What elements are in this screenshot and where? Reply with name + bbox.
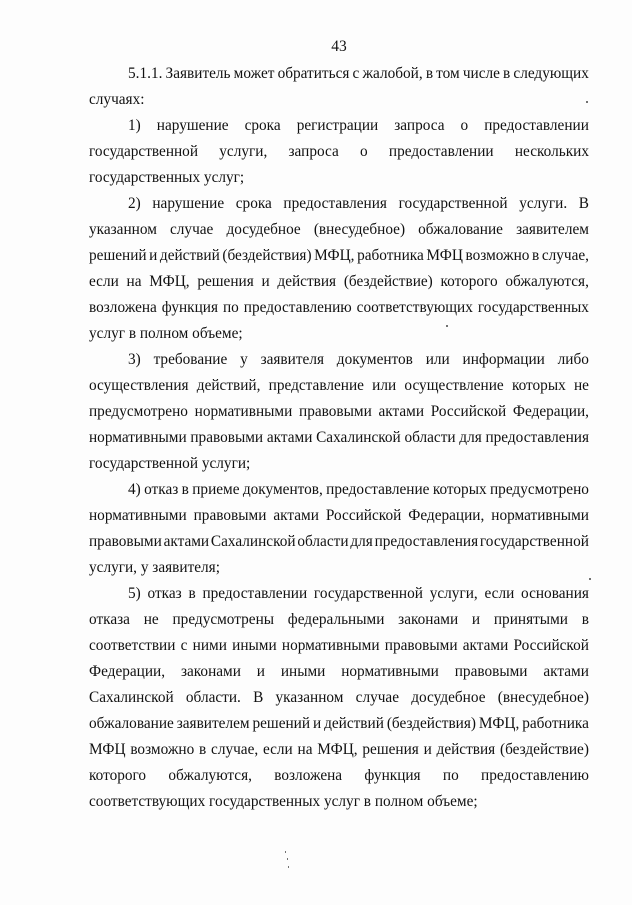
- word: если: [262, 741, 293, 758]
- word: 5): [128, 585, 141, 602]
- word: (бездействия): [222, 247, 312, 264]
- word: обратиться: [277, 65, 350, 82]
- word: актами: [273, 507, 319, 524]
- word: случае: [170, 221, 214, 238]
- word: законами: [180, 663, 241, 680]
- word: для: [350, 533, 373, 550]
- word: актами: [378, 403, 425, 420]
- text-line: [89, 764, 589, 790]
- word: которых: [432, 481, 487, 498]
- text-line: [89, 504, 589, 530]
- word: обжалуются,: [168, 767, 252, 784]
- word: следующих: [513, 65, 589, 82]
- word: действий: [324, 715, 384, 732]
- word: досудебное: [226, 221, 301, 238]
- word: 3): [128, 351, 141, 368]
- word: МФЦ,: [317, 741, 358, 758]
- word: услуги,: [429, 585, 478, 602]
- text-line: [89, 686, 589, 712]
- word: (внесудебное): [313, 221, 406, 238]
- word: правовыми: [193, 507, 267, 524]
- word: если: [89, 273, 119, 290]
- word: области.: [185, 689, 241, 706]
- word: о: [460, 117, 469, 134]
- word: нормативными: [281, 637, 380, 654]
- word: услуги.: [519, 195, 568, 212]
- word: возложена: [274, 767, 343, 784]
- word: в: [581, 611, 589, 628]
- word: регистрации: [296, 117, 379, 134]
- text-line: государственных услуг;: [89, 169, 245, 186]
- text-line: [89, 374, 589, 400]
- word: законами: [398, 611, 459, 628]
- word: нормативными: [491, 507, 589, 524]
- word: заявителя: [260, 351, 324, 368]
- word: нарушение: [156, 117, 229, 134]
- word: принятыми: [493, 611, 568, 628]
- word: нормативными: [89, 429, 187, 446]
- text-line: [89, 270, 589, 296]
- word: документов: [336, 351, 413, 368]
- word: предоставлению: [481, 767, 589, 784]
- word: Сахалинской: [89, 689, 174, 706]
- word: и: [423, 741, 432, 758]
- word: указанном: [275, 689, 344, 706]
- word: не: [574, 377, 589, 394]
- word: предоставлении: [484, 117, 589, 134]
- text-line: [89, 530, 589, 556]
- word: ними: [192, 637, 227, 654]
- word: срока: [235, 195, 272, 212]
- word: отказ: [147, 585, 182, 602]
- word: МФЦ,: [478, 715, 520, 732]
- text-line: [89, 608, 589, 634]
- word: с: [352, 65, 360, 82]
- word: 1): [128, 117, 141, 134]
- word: правовыми: [454, 663, 528, 680]
- word: Федерации,: [89, 663, 166, 680]
- scan-speck: [288, 866, 289, 868]
- word: в: [199, 741, 207, 758]
- word: работника: [357, 247, 424, 264]
- word: и: [256, 663, 265, 680]
- word: нормативными: [341, 663, 439, 680]
- word: Заявитель: [165, 65, 231, 82]
- text-line: [89, 400, 589, 426]
- word: правовыми: [190, 429, 264, 446]
- word: В: [253, 689, 264, 706]
- word: в: [532, 247, 540, 264]
- word: возможно: [130, 741, 195, 758]
- text-line: [89, 738, 589, 764]
- scan-speck: [446, 325, 448, 327]
- word: и: [312, 715, 322, 732]
- word: отказ: [144, 481, 179, 498]
- word: Федерации,: [512, 403, 589, 420]
- word: случае,: [541, 247, 589, 264]
- text-line: соответствующих государственных услуг в полном объеме;: [89, 793, 478, 810]
- word: решения: [197, 273, 254, 290]
- scan-speck: [285, 851, 286, 853]
- word: по: [222, 299, 239, 316]
- word: предоставления: [374, 533, 479, 550]
- word: представление: [268, 377, 364, 394]
- word: числе: [462, 65, 500, 82]
- word: у: [240, 351, 248, 368]
- word: заявителем: [176, 715, 250, 732]
- word: решений: [89, 247, 147, 264]
- word: решений: [252, 715, 311, 732]
- word: срока: [244, 117, 281, 134]
- word: иными: [232, 637, 277, 654]
- word: Российской: [430, 403, 507, 420]
- word: (бездействие): [343, 273, 433, 290]
- word: государственной: [89, 143, 199, 160]
- word: государственной: [398, 195, 508, 212]
- word: осуществление: [404, 377, 504, 394]
- word: работника: [522, 715, 589, 732]
- text-line: случаях:: [89, 91, 145, 108]
- word: в: [503, 65, 511, 82]
- word: случае: [355, 689, 399, 706]
- word: в: [425, 65, 434, 82]
- word: или: [425, 351, 450, 368]
- word: если: [484, 585, 515, 602]
- word: и: [149, 247, 158, 264]
- text-line: [89, 140, 589, 166]
- word: Российской: [325, 507, 402, 524]
- text-line: [89, 218, 589, 244]
- word: (бездействие): [499, 741, 589, 758]
- text-line: [89, 634, 589, 660]
- text-line: [89, 582, 589, 608]
- word: предусмотрено: [89, 403, 188, 420]
- word: МФЦ,: [314, 247, 355, 264]
- text-line: [89, 296, 589, 322]
- word: документов,: [242, 481, 323, 498]
- word: возможно: [465, 247, 530, 264]
- scan-speck: [589, 578, 591, 580]
- word: предоставления: [485, 429, 589, 446]
- word: актами: [163, 533, 210, 550]
- word: запроса: [288, 143, 339, 160]
- word: обжалование: [89, 715, 174, 732]
- word: приеме: [192, 481, 240, 498]
- word: МФЦ: [426, 247, 463, 264]
- word: том: [436, 65, 460, 82]
- word: нормативными: [194, 403, 293, 420]
- word: Федерации,: [408, 507, 485, 524]
- word: о: [360, 143, 368, 160]
- word: и: [471, 611, 481, 628]
- word: или: [372, 377, 397, 394]
- word: действий,: [196, 377, 261, 394]
- word: нескольких: [514, 143, 589, 160]
- word: требование: [153, 351, 228, 368]
- word: предоставлении: [388, 143, 494, 160]
- word: МФЦ,: [149, 273, 190, 290]
- scan-speck: [287, 858, 288, 860]
- word: запроса: [394, 117, 445, 134]
- text-line: [89, 426, 589, 452]
- text-line: [89, 712, 589, 738]
- word: В: [578, 195, 589, 212]
- word: государственных: [477, 299, 589, 316]
- text-line: [89, 62, 589, 88]
- word: осуществления: [89, 377, 189, 394]
- word: нормативными: [89, 507, 187, 524]
- word: 4): [128, 481, 141, 498]
- word: указанном: [89, 221, 157, 238]
- scan-speck: [586, 101, 588, 103]
- word: на: [297, 741, 313, 758]
- word: услуги,: [219, 143, 268, 160]
- text-line: [89, 660, 589, 686]
- word: в: [188, 585, 196, 602]
- word: функция: [364, 767, 421, 784]
- word: актами: [266, 429, 313, 446]
- text-line: государственной услуги;: [89, 455, 251, 472]
- word: возложена: [89, 299, 157, 316]
- word: с: [180, 637, 188, 654]
- word: соответствии: [89, 637, 176, 654]
- word: и: [261, 273, 270, 290]
- word: жалобой,: [362, 65, 423, 82]
- word: Сахалинской: [316, 429, 401, 446]
- word: досудебное: [411, 689, 486, 706]
- word: функция: [161, 299, 219, 316]
- text-line: [89, 348, 589, 374]
- text-line: услуг в полном объеме;: [89, 325, 243, 342]
- text-line: [89, 478, 589, 504]
- word: государственной: [479, 533, 589, 550]
- text-line: [89, 244, 589, 270]
- word: действия: [436, 741, 496, 758]
- word: может: [233, 65, 275, 82]
- word: МФЦ: [89, 741, 126, 758]
- word: предусмотрено: [490, 481, 589, 498]
- word: предоставлению: [243, 299, 352, 316]
- word: соответствующих: [356, 299, 473, 316]
- word: 5.1.1.: [128, 65, 163, 82]
- word: которых: [511, 377, 566, 394]
- word: обжалование: [418, 221, 503, 238]
- word: государственной: [313, 585, 423, 602]
- word: предоставления: [283, 195, 387, 212]
- word: (бездействия): [386, 715, 477, 732]
- word: области: [297, 533, 349, 550]
- word: основания: [521, 585, 589, 602]
- word: актами: [543, 663, 589, 680]
- word: области: [404, 429, 456, 446]
- word: в: [181, 481, 189, 498]
- word: иными: [280, 663, 326, 680]
- text-line: [89, 192, 589, 218]
- word: правовыми: [384, 637, 458, 654]
- word: предоставлении: [202, 585, 308, 602]
- word: Российской: [513, 637, 589, 654]
- word: информации: [462, 351, 545, 368]
- word: которого: [89, 767, 147, 784]
- document-body: [89, 62, 589, 816]
- word: действий: [159, 247, 220, 264]
- word: Сахалинской: [210, 533, 296, 550]
- word: отказа: [89, 611, 130, 628]
- word: 2): [128, 195, 141, 212]
- word: предоставление: [326, 481, 430, 498]
- word: предусмотрены: [172, 611, 275, 628]
- word: либо: [557, 351, 589, 368]
- text-line: [89, 114, 589, 140]
- word: (внесудебное): [497, 689, 589, 706]
- word: решения: [362, 741, 419, 758]
- word: правовыми: [89, 533, 162, 550]
- word: заявителем: [516, 221, 589, 238]
- word: обжалуются,: [505, 273, 589, 290]
- word: нарушение: [152, 195, 225, 212]
- page-number: 43: [331, 38, 347, 55]
- word: федеральными: [287, 611, 385, 628]
- word: случае,: [211, 741, 259, 758]
- word: для: [459, 429, 482, 446]
- word: по: [442, 767, 459, 784]
- word: актами: [462, 637, 509, 654]
- word: не: [143, 611, 159, 628]
- text-line: услуги, у заявителя;: [89, 559, 220, 576]
- word: которого: [440, 273, 498, 290]
- word: действия: [277, 273, 337, 290]
- word: правовыми: [299, 403, 372, 420]
- word: на: [126, 273, 142, 290]
